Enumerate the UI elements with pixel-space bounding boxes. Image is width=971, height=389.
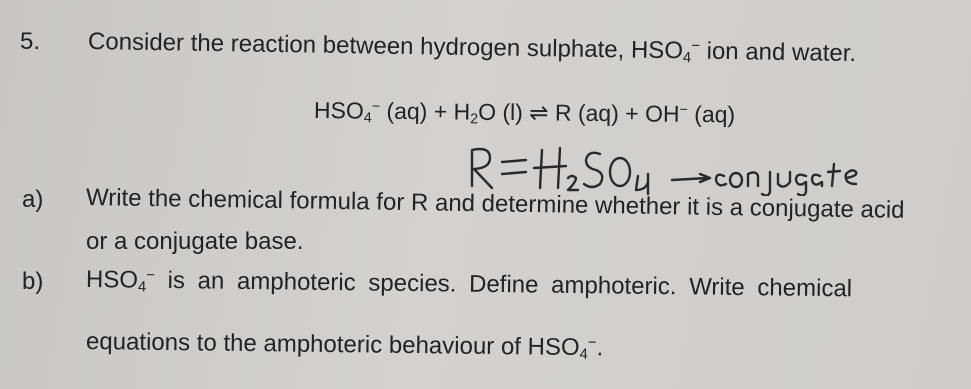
part-a-line2: or a conjugate base. (86, 228, 304, 255)
part-b-line2-end: . (596, 334, 604, 362)
part-b-species-sup: − (146, 267, 156, 284)
equation-part1-sub: 4 (363, 110, 372, 127)
part-b-species-sub: 4 (137, 279, 147, 296)
part-a-label: a) (22, 186, 44, 213)
intro-species: HSO (630, 36, 684, 65)
intro-superscript: − (691, 38, 701, 55)
equation-part2-sub: 2 (470, 111, 479, 128)
intro-end: ion and water. (699, 37, 857, 68)
equation-part3: O (l) ⇌ R (aq) + OH (478, 98, 680, 127)
equation-part1-sup: − (371, 98, 381, 115)
question-number: 5. (20, 28, 41, 55)
equation-part1: HSO (313, 97, 364, 124)
part-b-line1 (86, 266, 852, 303)
part-b-line2 (86, 328, 604, 362)
intro-subscript: 4 (682, 50, 692, 67)
part-b-line1-rest: is an amphoteric species. Define amphoteric. Write chemical (154, 266, 853, 303)
equation-part3-sup: − (679, 102, 688, 119)
handwritten-note (468, 136, 888, 196)
reaction-equation (314, 96, 735, 128)
part-b-line2-species: HSO (527, 333, 580, 362)
part-b-species: HSO (85, 266, 139, 294)
equation-part4: (aq) (687, 100, 736, 128)
question-intro (88, 28, 856, 68)
part-b-label: b) (22, 268, 44, 295)
part-a-line1: Write the chemical formula for R and determine whether it is a conjugate acid (85, 184, 905, 224)
part-b-line2-sub: 4 (579, 346, 588, 363)
part-b-line2-text: equations to the amphoteric behaviour of (85, 328, 528, 361)
equation-part2: (aq) + H (379, 97, 471, 125)
intro-text: Consider the reaction between hydrogen sulphate, (87, 28, 632, 64)
part-b-line2-sup: − (587, 334, 597, 352)
